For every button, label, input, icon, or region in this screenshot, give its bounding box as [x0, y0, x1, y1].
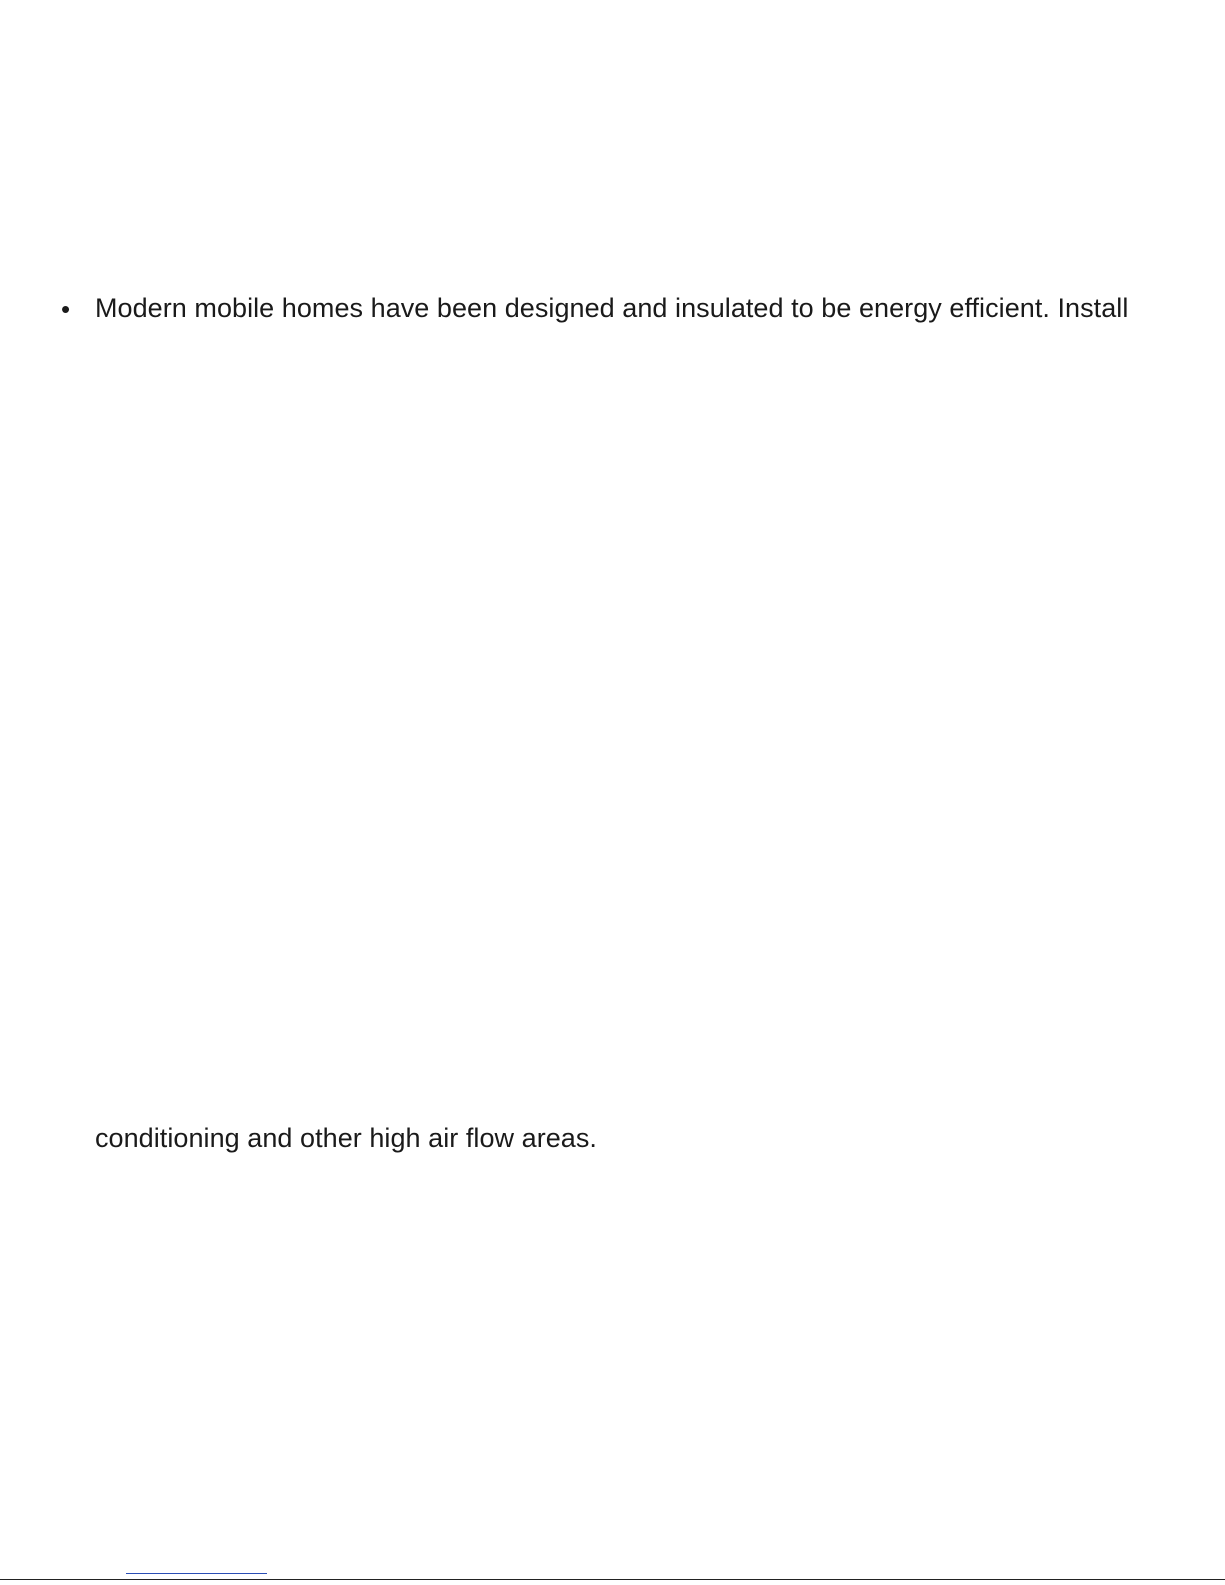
- bullet-marker: •: [61, 294, 71, 324]
- page-bottom-rule: [0, 1579, 1225, 1580]
- link-underline: [126, 1573, 267, 1574]
- bullet-text-line-2: conditioning and other high air flow areas.: [95, 1123, 597, 1153]
- bullet-text-line-1: Modern mobile homes have been designed and insulated to be energy efficient. Install: [95, 293, 1129, 323]
